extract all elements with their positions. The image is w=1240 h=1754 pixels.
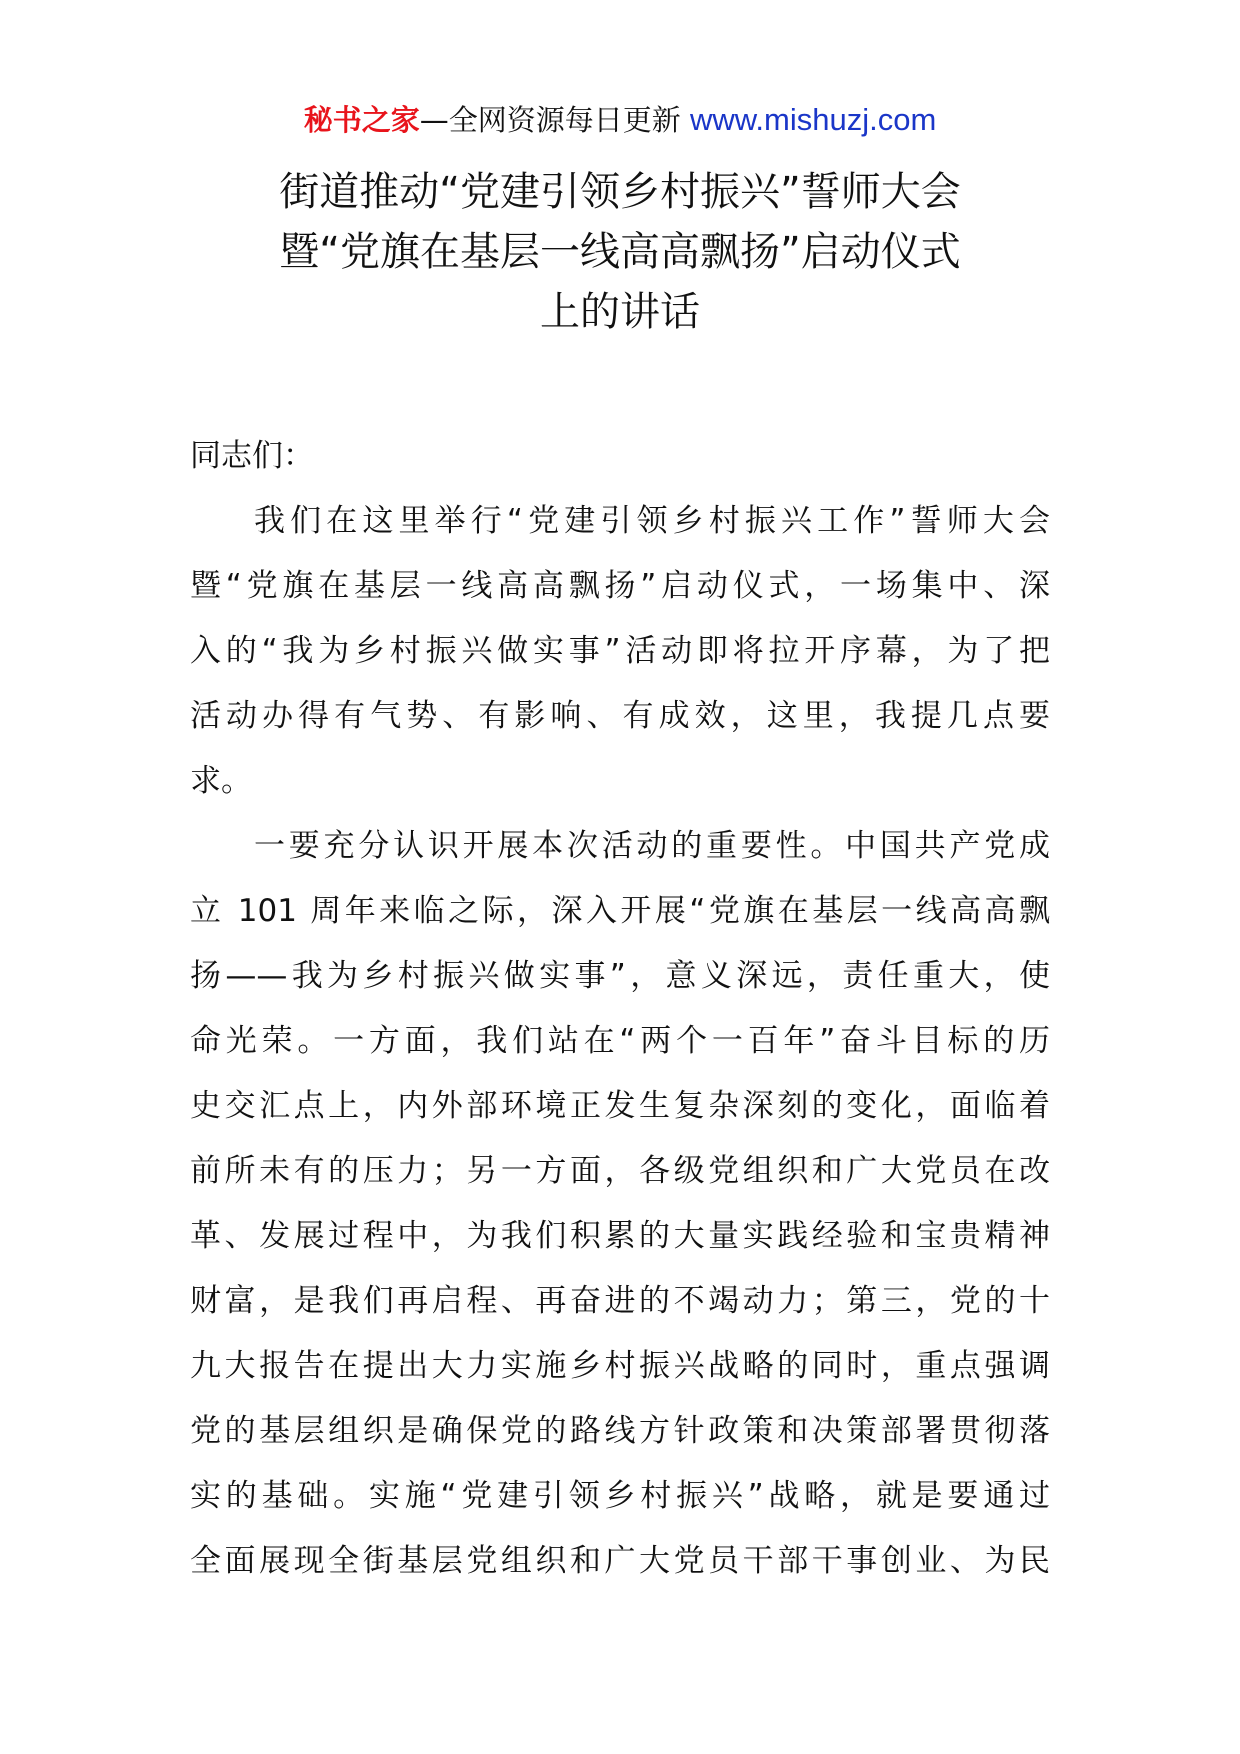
text-line: 前所未有的压力；另一方面，各级党组织和广大党员在改: [190, 1153, 1050, 1189]
document-title: [190, 162, 1050, 342]
paragraph-2: [190, 814, 1050, 1594]
text-line: 扬——我为乡村振兴做实事”，意义深远，责任重大，使: [190, 958, 1050, 994]
salutation: [190, 424, 1050, 489]
text-line: 活动办得有气势、有影响、有成效，这里，我提几点要: [190, 698, 1050, 734]
text-line: 党的基层组织是确保党的路线方针政策和决策部署贯彻落: [190, 1413, 1050, 1449]
title-line: 街道推动“党建引领乡村振兴”誓师大会: [279, 169, 961, 215]
salutation-text: 同志们：: [190, 438, 314, 474]
text-line: 入的“我为乡村振兴做实事”活动即将拉开序幕，为了把: [190, 633, 1050, 669]
title-line: 暨“党旗在基层一线高高飘扬”启动仪式: [279, 229, 961, 275]
text-line: 实的基础。实施“党建引领乡村振兴”战略，就是要通过: [190, 1478, 1050, 1514]
text-line: 革、发展过程中，为我们积累的大量实践经验和宝贵精神: [190, 1218, 1050, 1254]
text-line: 史交汇点上，内外部环境正发生复杂深刻的变化，面临着: [190, 1088, 1050, 1124]
text-line: 全面展现全街基层党组织和广大党员干部干事创业、为民: [190, 1543, 1050, 1579]
site-header: [0, 100, 1240, 140]
text-line: 暨“党旗在基层一线高高飘扬”启动仪式，一场集中、深: [190, 568, 1050, 604]
paragraph-1: [190, 489, 1050, 814]
text-line: 一要充分认识开展本次活动的重要性。中国共产党成: [254, 828, 1050, 864]
header-tagline: —全网资源每日更新: [419, 103, 681, 137]
text-line: 财富，是我们再启程、再奋进的不竭动力；第三，党的十: [190, 1283, 1050, 1319]
title-line: 上的讲话: [540, 289, 700, 335]
text-line: 立 101 周年来临之际，深入开展“党旗在基层一线高高飘: [190, 893, 1050, 929]
site-url-link[interactable]: www.mishuzj.com: [689, 102, 937, 137]
text-line: 求。: [190, 763, 252, 799]
text-line: 我们在这里举行“党建引领乡村振兴工作”誓师大会: [254, 503, 1050, 539]
text-line: 九大报告在提出大力实施乡村振兴战略的同时，重点强调: [190, 1348, 1050, 1384]
brand-name: 秘书之家: [303, 103, 420, 137]
text-line: 命光荣。一方面，我们站在“两个一百年”奋斗目标的历: [190, 1023, 1050, 1059]
document-body: [190, 424, 1050, 1594]
